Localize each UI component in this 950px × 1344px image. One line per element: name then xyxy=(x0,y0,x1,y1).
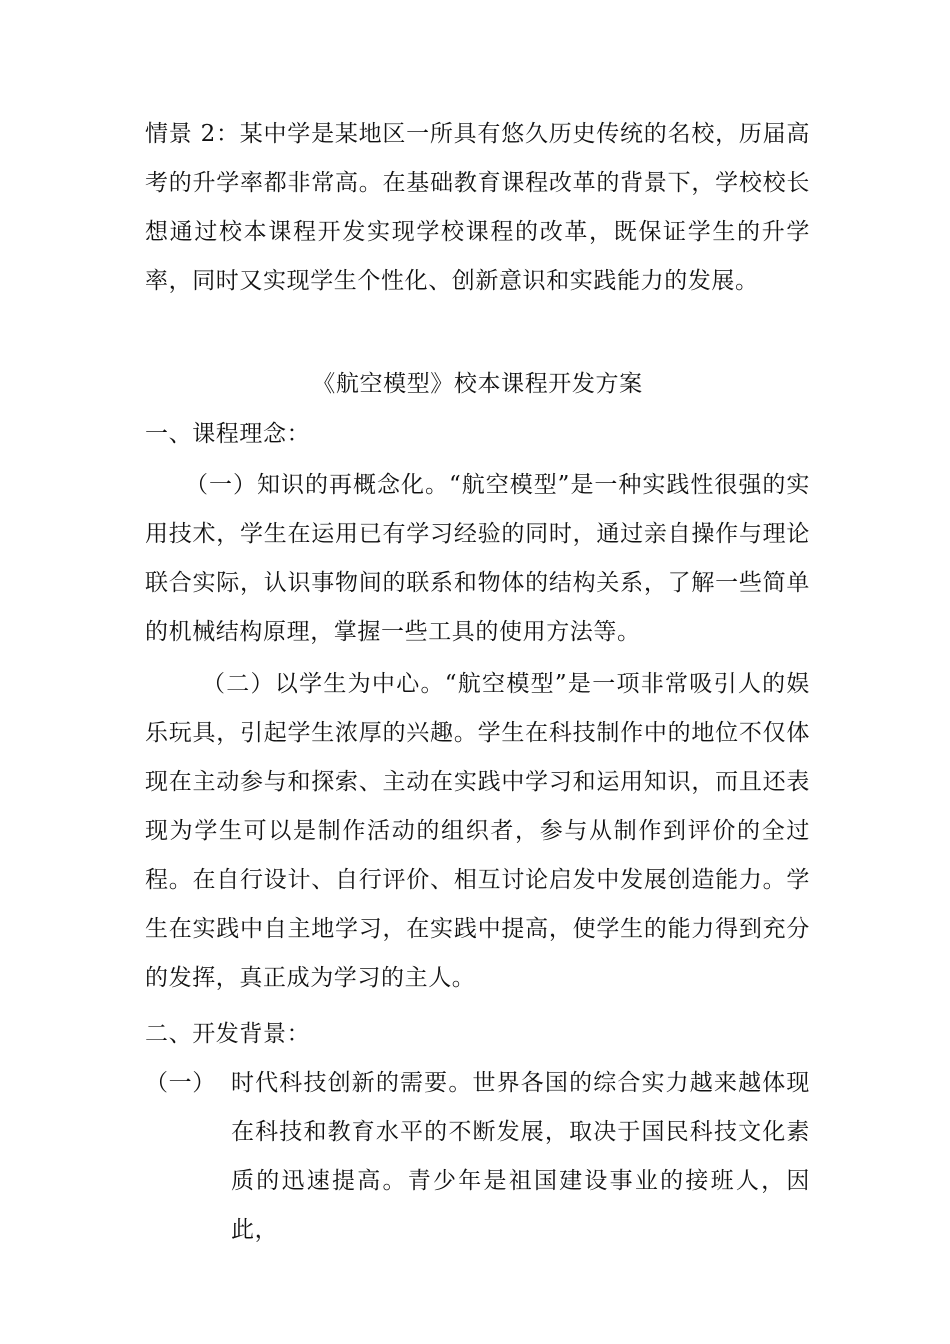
paragraph-student-centered: （二）以学生为中心。“航空模型”是一项非常吸引人的娱乐玩具，引起学生浓厚的兴趣。学生在科技制作中的地位不仅体现在主动参与和探索、主动在实践中学习和运用知识，而且还表现为学生可以是制作活动的组织者，参与从制作到评价的全过程。在自行设计、自行评价、相互讨论启发中发展创造能力。学生在实践中自主地学习，在实践中提高，使学生的能力得到充分的发挥，真正成为学习的主人。 xyxy=(145,671,810,991)
section-heading-course-concept: 一、课程理念： xyxy=(145,421,311,447)
scenario-paragraph: 情景 2：某中学是某地区一所具有悠久历史传统的名校，历届高考的升学率都非常高。在基础教育课程改革的背景下，学校校长想通过校本课程开发实现学校课程的改革，既保证学生的升学率，同时又实现学生个性化、创新意识和实践能力的发展。 xyxy=(145,121,810,294)
section-heading-background: 二、开发背景： xyxy=(145,1021,311,1047)
list-item-text: 时代科技创新的需要。世界各国的综合实力越来越体现在科技和教育水平的不断发展，取决于国民科技文化素质的迅速提高。青少年是祖国建设事业的接班人，因此， xyxy=(231,1070,810,1243)
list-marker: （一） xyxy=(145,1070,216,1096)
document-title: 《航空模型》校本课程开发方案 xyxy=(312,371,643,397)
paragraph-knowledge-reconceptualization: （一）知识的再概念化。“航空模型”是一种实践性很强的实用技术，学生在运用已有学习经验的同时，通过亲自操作与理论联合实际，认识事物间的联系和物体的结构关系，了解一些简单的机械结构原理，掌握一些工具的使用方法等。 xyxy=(145,472,810,645)
